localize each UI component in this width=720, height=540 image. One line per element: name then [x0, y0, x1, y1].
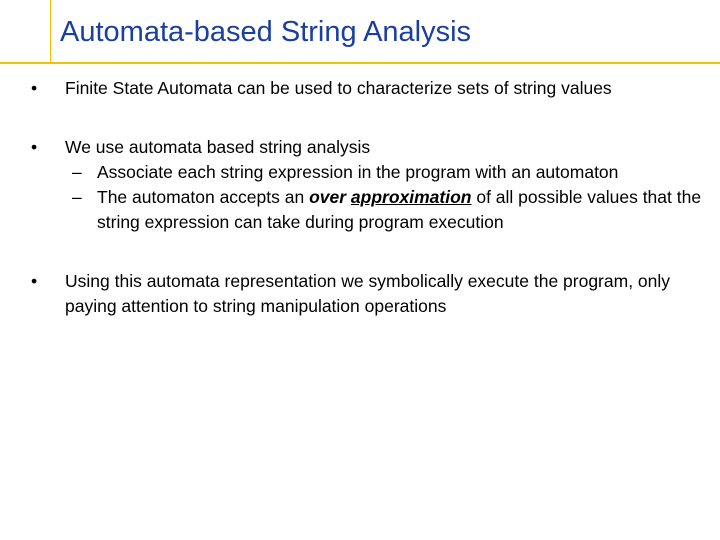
sub-bullet-item: [0, 185, 720, 235]
sub-bullet-text: [97, 185, 707, 235]
sub-bullet-marker: –: [72, 187, 82, 207]
bullet-text: We use automata based string analysis: [65, 137, 371, 157]
slide-body: [0, 76, 720, 319]
bullet-item: [0, 269, 720, 319]
emphasis-approximation: approximation: [350, 187, 472, 207]
sub-bullet-item: [0, 160, 720, 185]
sub-bullet-text-post: of all possible values that the string expression can take during program execution: [97, 187, 702, 232]
bullet-text: Finite State Automata can be used to characterize sets of string values: [65, 78, 612, 98]
title-divider: [0, 62, 720, 64]
bullet-marker: •: [31, 137, 38, 157]
sub-bullet-text-pre: The automaton accepts an: [97, 187, 310, 207]
title-accent-bar: [0, 0, 51, 62]
bullet-item: [0, 135, 720, 160]
bullet-marker: •: [31, 271, 38, 291]
sub-bullet-text: Associate each string expression in the program with an automaton: [97, 162, 619, 182]
bullet-marker: •: [31, 78, 38, 98]
bullet-item: [0, 76, 720, 101]
slide-title: Automata-based String Analysis: [60, 16, 472, 48]
sub-bullet-marker: –: [72, 162, 82, 182]
emphasis-over: over: [309, 187, 351, 207]
bullet-text: Using this automata representation we symbolically execute the program, only paying attention to string manipulation operations: [65, 271, 671, 316]
